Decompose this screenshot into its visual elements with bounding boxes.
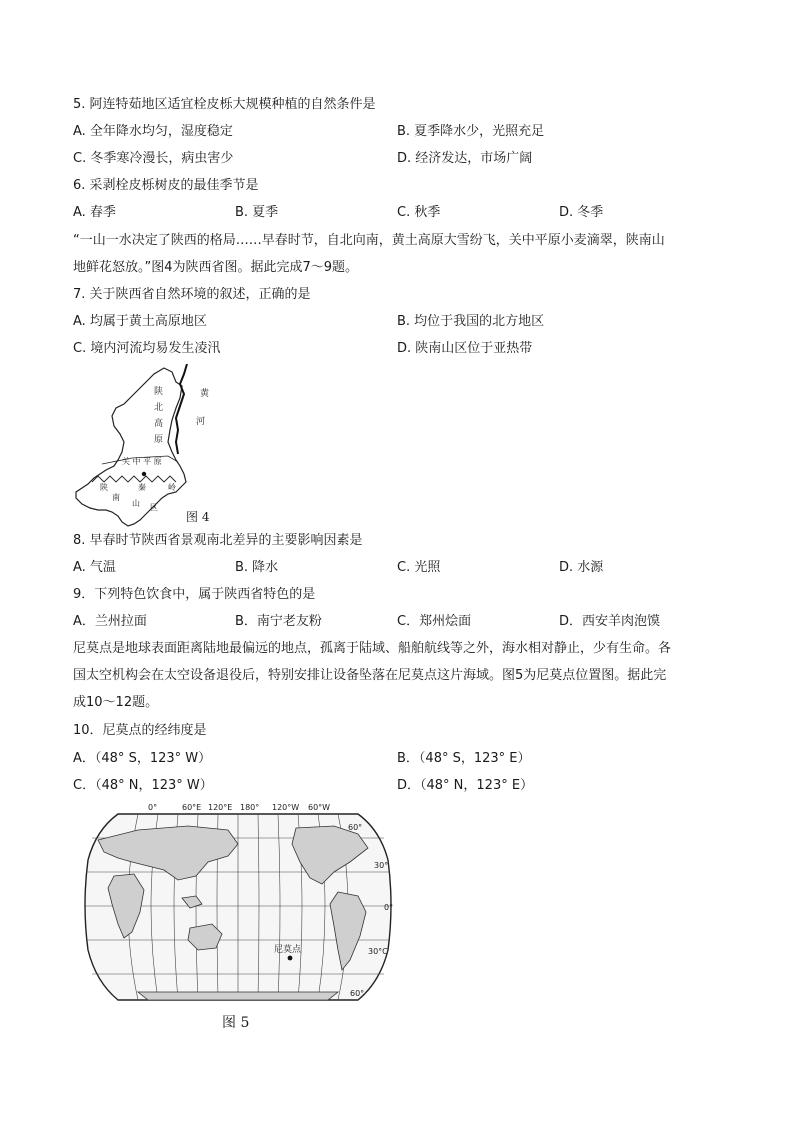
nemo-point-dot (288, 956, 293, 961)
q10-option-c: C．（48° N，123° W） (73, 778, 213, 793)
q10-stem: 10．尼莫点的经纬度是 (73, 723, 207, 738)
passage2-line3: 成10～12题。 (73, 695, 159, 710)
q9-stem: 9．下列特色饮食中，属于陕西省特色的是 (73, 587, 316, 602)
qinling-mountains (92, 476, 176, 482)
q7-option-b: B. 均位于我国的北方地区 (397, 314, 545, 329)
lon-label-180: 180° (240, 803, 260, 812)
q10-option-b: B．（48° S，123° E） (397, 751, 531, 766)
q8-option-c: C. 光照 (397, 560, 441, 575)
q6-stem: 6. 采剥栓皮栎树皮的最佳季节是 (73, 178, 259, 193)
q10-option-a: A．（48° S，123° W） (73, 751, 212, 766)
yellow-river (176, 364, 187, 454)
q5-stem: 5. 阿连特茹地区适宜栓皮栎大规模种植的自然条件是 (73, 97, 376, 112)
lat-label-60s: 60° (350, 989, 365, 998)
figure4-caption: 图 4 (186, 510, 210, 524)
passage1-line2: 地鲜花怒放。”图4为陕西省图。据此完成7～9题。 (73, 260, 359, 275)
q8-option-a: A. 气温 (73, 560, 116, 575)
q9-option-a: A．兰州拉面 (73, 614, 147, 629)
label-shaanbei-1: 陕 (154, 387, 164, 397)
q6-option-a: A. 春季 (73, 205, 116, 220)
label-river-2: 河 (196, 417, 206, 427)
q7-option-d: D. 陕南山区位于亚热带 (397, 341, 533, 356)
q9-option-c: C．郑州烩面 (397, 614, 472, 629)
label-shaannan-2: 南 (112, 493, 120, 502)
label-shaannan-4: 区 (150, 503, 158, 512)
label-river-1: 黄 (200, 389, 210, 399)
label-shaannan-3: 山 (132, 499, 140, 508)
label-qinling-1: 秦 (138, 483, 146, 492)
q5-option-a: A. 全年降水均匀，湿度稳定 (73, 124, 233, 139)
lat-label-0: 0° (384, 903, 394, 912)
label-shaanbei-3: 高 (154, 419, 164, 429)
q10-option-d: D．（48° N，123° E） (397, 778, 534, 793)
figure5-caption: 图 5 (222, 1015, 250, 1031)
label-shaanbei-4: 原 (154, 435, 164, 445)
q9-option-b: B．南宁老友粉 (235, 614, 322, 629)
xian-dot (142, 472, 146, 476)
label-guanzhong: 关 中 平 原 (122, 457, 162, 466)
q9-option-d: D．西安羊肉泡馍 (559, 614, 661, 629)
lon-label-60e: 60°E (182, 803, 202, 812)
label-qinling-2: 岭 (168, 483, 176, 492)
q5-option-b: B. 夏季降水少，光照充足 (397, 124, 545, 139)
lon-label-120w: 120°W (272, 803, 300, 812)
q5-option-c: C. 冬季寒冷漫长，病虫害少 (73, 151, 234, 166)
label-shaanbei-2: 北 (154, 403, 164, 413)
label-shaannan-1: 陕 (100, 483, 108, 492)
q6-option-d: D. 冬季 (559, 205, 604, 220)
q7-option-a: A. 均属于黄土高原地区 (73, 314, 207, 329)
q6-option-c: C. 秋季 (397, 205, 441, 220)
q7-option-c: C. 境内河流均易发生凌汛 (73, 341, 221, 356)
passage2-line1: 尼莫点是地球表面距离陆地最偏远的地点，孤离于陆域、船舶航线等之外，海水相对静止，少有生命。各 (73, 641, 672, 656)
passage1-line1: “一山一水决定了陕西的格局……早春时节，自北向南，黄土高原大雪纷飞，关中平原小麦滴翠，陕南山 (73, 233, 665, 248)
lon-label-120e: 120°E (208, 803, 233, 812)
lat-label-60n: 60° (348, 823, 363, 832)
lat-label-30n: 30° (374, 861, 389, 870)
lon-label-60w: 60°W (308, 803, 331, 812)
q5-option-d: D. 经济发达，市场广阔 (397, 151, 533, 166)
passage2-line2: 国太空机构会在太空设备退役后，特别安排让设备坠落在尼莫点这片海域。图5为尼莫点位置图。据此完 (73, 668, 667, 683)
shaanxi-outline (76, 368, 186, 526)
nemo-point-label: 尼莫点 (274, 945, 302, 955)
q8-option-b: B. 降水 (235, 560, 279, 575)
figure4-shaanxi-map (72, 364, 222, 530)
lat-label-30s: 30°C (368, 947, 388, 956)
figure5-world-map (78, 800, 398, 1010)
q7-stem: 7. 关于陕西省自然环境的叙述，正确的是 (73, 287, 311, 302)
q8-stem: 8. 早春时节陕西省景观南北差异的主要影响因素是 (73, 533, 363, 548)
lon-label-0: 0° (148, 803, 158, 812)
q8-option-d: D. 水源 (559, 560, 604, 575)
q6-option-b: B. 夏季 (235, 205, 279, 220)
